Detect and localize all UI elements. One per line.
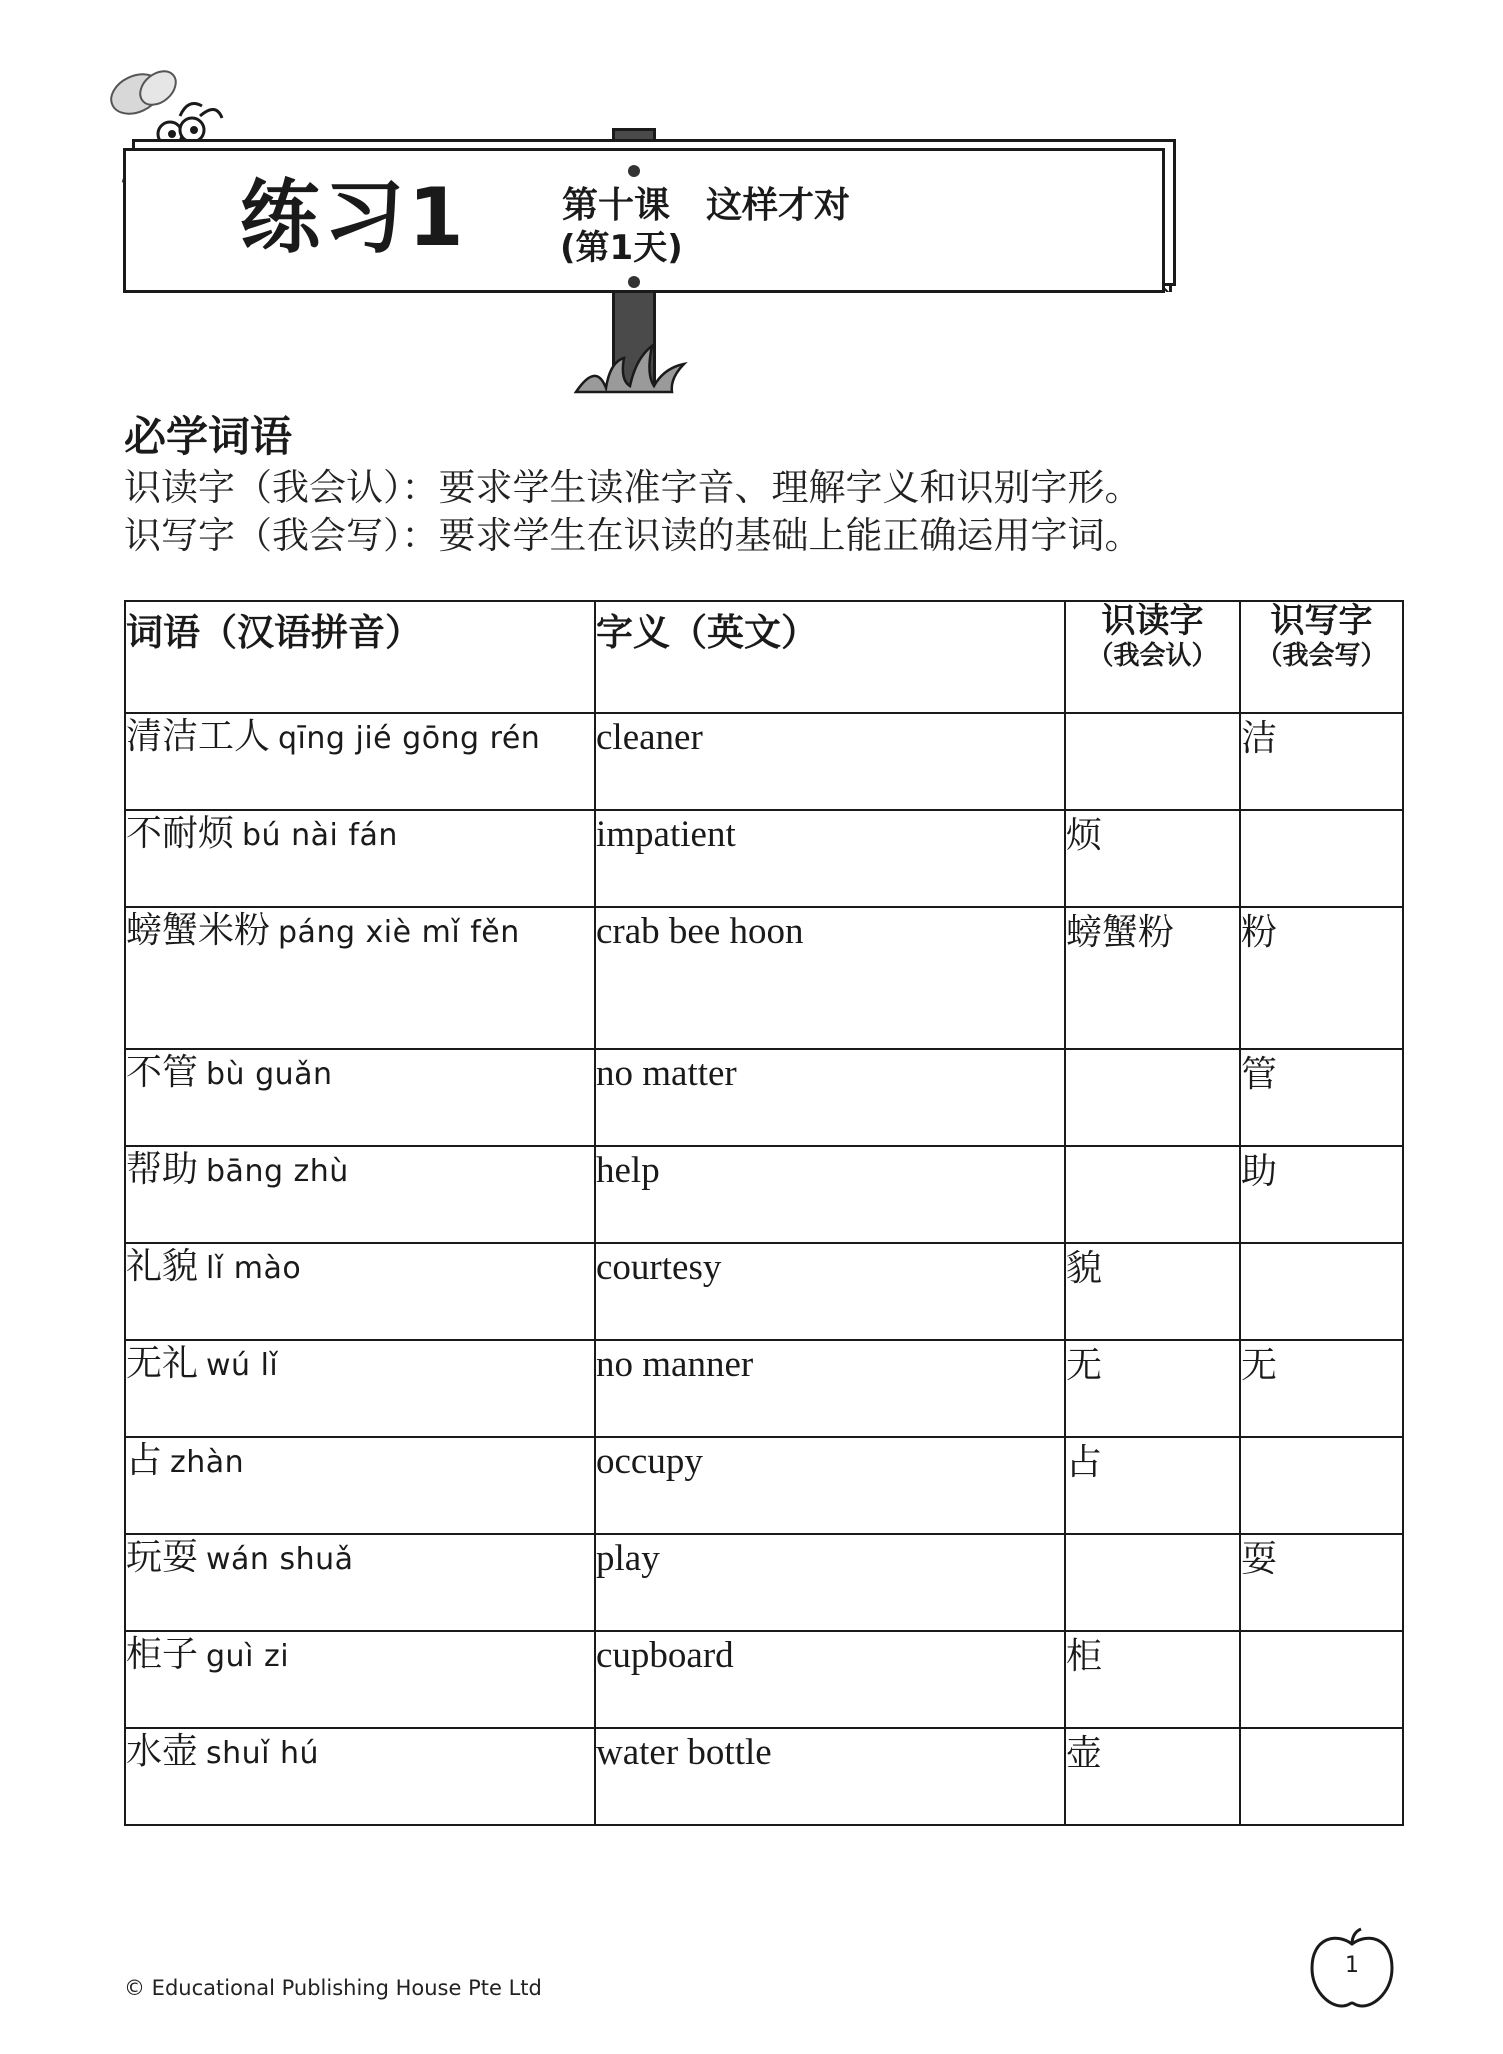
- header-recognize-label: 识读字: [1101, 601, 1204, 641]
- table-row: [125, 810, 1403, 907]
- word: 礼貌: [126, 1246, 199, 1287]
- pinyin: bú nài fán: [242, 818, 398, 853]
- pinyin: bù guǎn: [206, 1057, 333, 1092]
- word: 不耐烦: [126, 813, 235, 854]
- write-cell: [1240, 1631, 1403, 1728]
- word-cell: [125, 1340, 595, 1437]
- write-cell: 管: [1240, 1049, 1403, 1146]
- table-row: [125, 1534, 1403, 1631]
- meaning-cell: cleaner: [595, 713, 1065, 810]
- header-write-sub: （我会写）: [1256, 641, 1387, 672]
- table-header-row: [125, 601, 1403, 713]
- word: 柜子: [126, 1634, 199, 1675]
- section-title: 必学词语: [124, 412, 293, 461]
- write-cell: 粉: [1240, 907, 1403, 1049]
- meaning-cell: play: [595, 1534, 1065, 1631]
- word: 水壶: [126, 1731, 199, 1772]
- vocabulary-table: [124, 600, 1404, 1826]
- table-row: [125, 1631, 1403, 1728]
- word: 不管: [126, 1052, 199, 1093]
- meaning-cell: water bottle: [595, 1728, 1065, 1825]
- meaning-cell: crab bee hoon: [595, 907, 1065, 1049]
- write-cell: [1240, 1728, 1403, 1825]
- recognize-cell: 占: [1065, 1437, 1240, 1534]
- recognize-cell: 柜: [1065, 1631, 1240, 1728]
- table-row: [125, 1728, 1403, 1825]
- word-cell: [125, 907, 595, 1049]
- table-row: [125, 1340, 1403, 1437]
- pinyin: zhàn: [170, 1445, 245, 1480]
- meaning-cell: no matter: [595, 1049, 1065, 1146]
- table-row: [125, 1437, 1403, 1534]
- recognize-cell: [1065, 1049, 1240, 1146]
- table-row: [125, 907, 1403, 1049]
- lesson-title: 第十课 这样才对: [562, 185, 851, 226]
- recognize-cell: [1065, 713, 1240, 810]
- write-cell: 无: [1240, 1340, 1403, 1437]
- write-cell: 助: [1240, 1146, 1403, 1243]
- recognize-cell: [1065, 1534, 1240, 1631]
- exercise-title: 练习1: [240, 171, 468, 264]
- recognize-cell: 烦: [1065, 810, 1240, 907]
- meaning-cell: cupboard: [595, 1631, 1065, 1728]
- word: 玩耍: [126, 1537, 199, 1578]
- word-cell: [125, 1243, 595, 1340]
- writing-note: 识写字（我会写）：要求学生在识读的基础上能正确运用字词。: [124, 514, 1142, 557]
- pinyin: qīng jié gōng rén: [278, 721, 541, 756]
- word-cell: [125, 713, 595, 810]
- word-cell: [125, 1049, 595, 1146]
- word-cell: [125, 810, 595, 907]
- pinyin: wú lǐ: [206, 1348, 279, 1383]
- word-cell: [125, 1631, 595, 1728]
- recognition-note: 识读字（我会认）：要求学生读准字音、理解字义和识别字形。: [124, 466, 1142, 509]
- word: 无礼: [126, 1343, 199, 1384]
- pinyin: shuǐ hú: [206, 1736, 320, 1771]
- word: 清洁工人: [126, 716, 271, 757]
- header-write-label: 识写字: [1270, 601, 1373, 641]
- header-write: [1240, 601, 1403, 713]
- header-word: 词语（汉语拼音）: [125, 601, 595, 713]
- header-meaning: 字义（英文）: [595, 601, 1065, 713]
- header-recognize-sub: （我会认）: [1087, 641, 1218, 672]
- write-cell: 耍: [1240, 1534, 1403, 1631]
- page-number: 1: [1345, 1953, 1359, 1978]
- meaning-cell: no manner: [595, 1340, 1065, 1437]
- header-recognize: [1065, 601, 1240, 713]
- word-cell: [125, 1534, 595, 1631]
- recognize-cell: 壶: [1065, 1728, 1240, 1825]
- write-cell: [1240, 1437, 1403, 1534]
- write-cell: [1240, 810, 1403, 907]
- grass-icon: [572, 330, 692, 396]
- word-cell: [125, 1728, 595, 1825]
- meaning-cell: help: [595, 1146, 1065, 1243]
- pinyin: lǐ mào: [206, 1251, 302, 1286]
- sign-nail: [628, 165, 640, 177]
- table-row: [125, 1049, 1403, 1146]
- table-row: [125, 1146, 1403, 1243]
- recognize-cell: 貌: [1065, 1243, 1240, 1340]
- table-row: [125, 1243, 1403, 1340]
- pinyin: wán shuǎ: [206, 1542, 354, 1577]
- recognize-cell: 无: [1065, 1340, 1240, 1437]
- word: 螃蟹米粉: [126, 910, 271, 951]
- pinyin: guì zi: [206, 1639, 290, 1674]
- word: 占: [126, 1440, 163, 1481]
- word-cell: [125, 1146, 595, 1243]
- recognize-cell: 螃蟹粉: [1065, 907, 1240, 1049]
- pinyin: bāng zhù: [206, 1154, 349, 1189]
- write-cell: [1240, 1243, 1403, 1340]
- sign-nail: [628, 276, 640, 288]
- meaning-cell: occupy: [595, 1437, 1065, 1534]
- lesson-day: (第1天): [560, 228, 683, 268]
- word-cell: [125, 1437, 595, 1534]
- meaning-cell: courtesy: [595, 1243, 1065, 1340]
- table-row: [125, 713, 1403, 810]
- write-cell: 洁: [1240, 713, 1403, 810]
- meaning-cell: impatient: [595, 810, 1065, 907]
- pinyin: páng xiè mǐ fěn: [278, 915, 520, 950]
- copyright-text: © Educational Publishing House Pte Ltd: [124, 1976, 542, 2000]
- word: 帮助: [126, 1149, 199, 1190]
- recognize-cell: [1065, 1146, 1240, 1243]
